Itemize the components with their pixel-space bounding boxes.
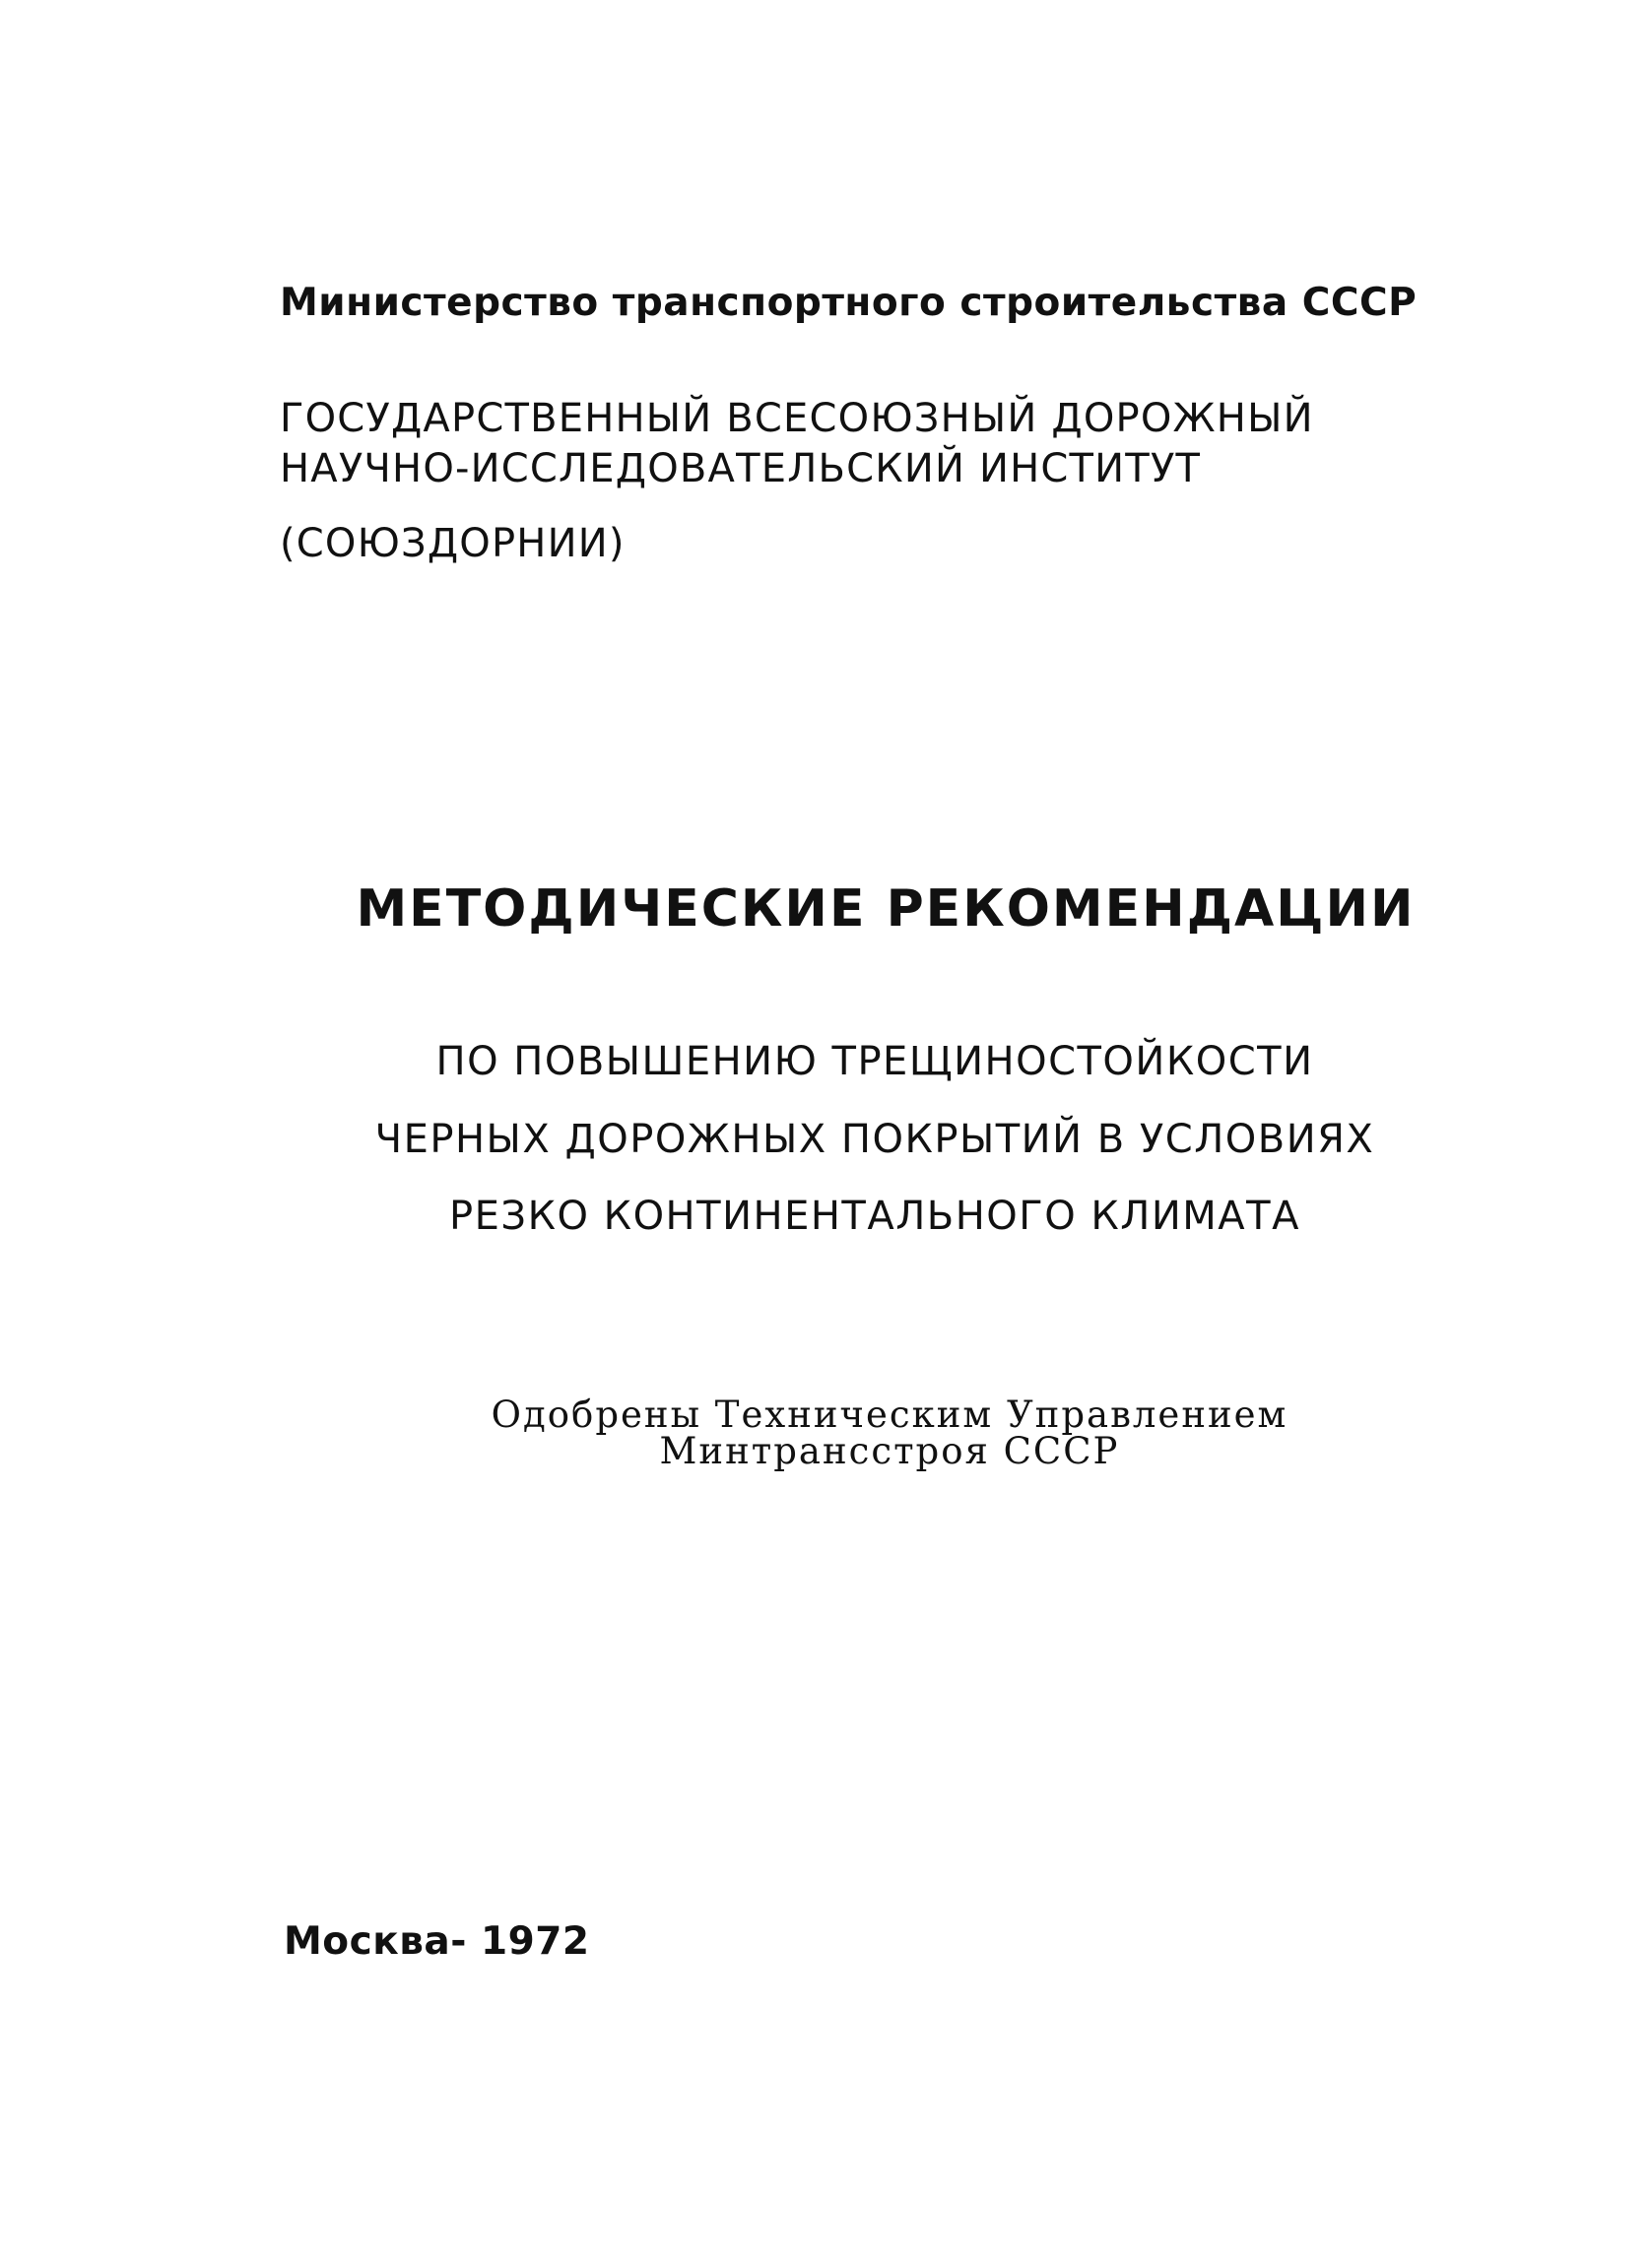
institute-name-line-1: ГОСУДАРСТВЕННЫЙ ВСЕСОЮЗНЫЙ ДОРОЖНЫЙ xyxy=(280,396,1314,441)
approval-line-2: Минтрансстроя СССР xyxy=(659,1430,1120,1472)
institute-abbreviation: (СОЮЗДОРНИИ) xyxy=(280,521,626,566)
ministry-name: Министерство транспортного строительства СССР xyxy=(280,281,1418,325)
document-type-title: МЕТОДИЧЕСКИЕ РЕКОМЕНДАЦИИ xyxy=(356,879,1416,939)
institute-name-line-2: НАУЧНО-ИССЛЕДОВАТЕЛЬСКИЙ ИНСТИТУТ xyxy=(280,446,1202,491)
approval-line-1: Одобрены Техническим Управлением xyxy=(491,1393,1288,1436)
publication-city-year: Москва- 1972 xyxy=(284,1919,590,1964)
subtitle-line-3: РЕЗКО КОНТИНЕНТАЛЬНОГО КЛИМАТА xyxy=(449,1194,1300,1239)
subtitle-line-2: ЧЕРНЫХ ДОРОЖНЫХ ПОКРЫТИЙ В УСЛОВИЯХ xyxy=(374,1117,1375,1162)
subtitle-line-1: ПО ПОВЫШЕНИЮ ТРЕЩИНОСТОЙКОСТИ xyxy=(435,1039,1314,1084)
